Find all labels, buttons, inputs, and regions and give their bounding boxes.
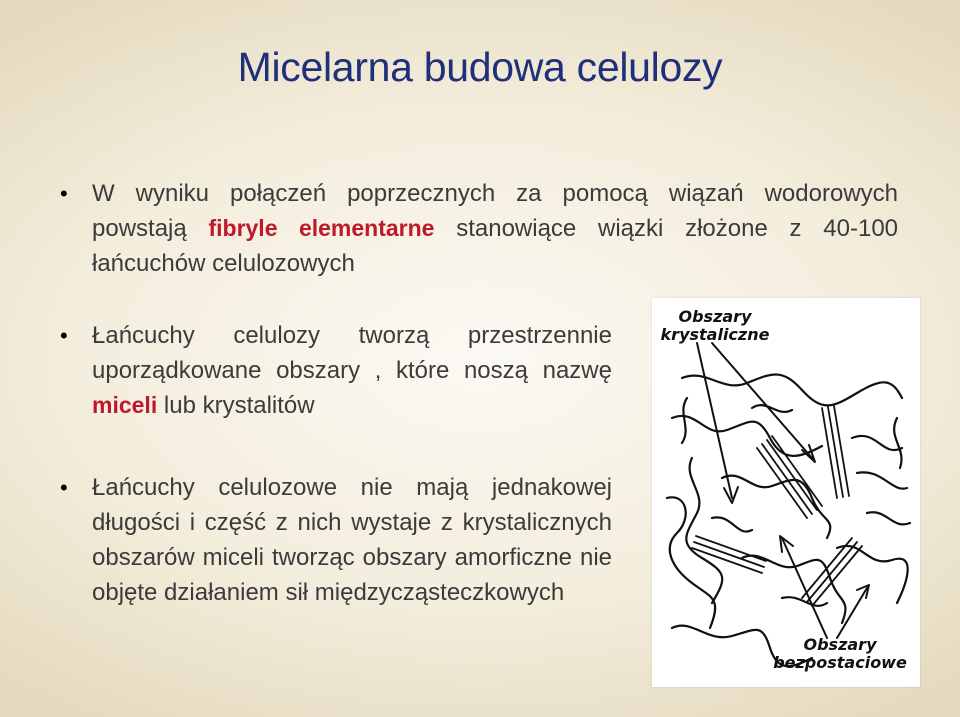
bullet-text [92,318,612,423]
highlight-miceli: miceli [92,392,158,418]
bullet-text-part: stanowiące wiązki złożone z 40-100 łańcuchów celulozowych [92,215,899,277]
slide-title: Micelarna budowa celulozy [237,44,723,90]
highlight-fibryle: fibryle elementarne [208,215,435,241]
bullet-icon: • [60,475,68,500]
label-amorphous [770,636,910,672]
bullet-icon: • [60,181,68,206]
bullet-text-part: lub krystalitów [157,392,315,419]
label-crystalline [660,308,770,344]
label-line: bezpostaciowe [773,653,907,672]
label-line: Obszary [803,635,877,654]
bullet-text-part: Łańcuchy celulozowe nie mają jednakowej długości i część z nich wystaje z krystalicznych obszarów miceli tworząc obszary amorficzne nie objęte działaniem sił międzycząsteczkowych [92,474,612,606]
bullet-text [92,470,612,610]
micelle-structure-drawing [652,298,920,687]
micelle-structure-figure [652,298,920,687]
label-line: krystaliczne [660,325,770,344]
label-line: Obszary [678,307,752,326]
bullet-text [92,176,898,281]
bullet-text-part: Łańcuchy celulozy tworzą przestrzennie uporządkowane obszary , które noszą nazwę [92,322,612,384]
bullet-icon: • [60,323,68,348]
bullet-text-part: W wyniku połączeń poprzecznych za pomocą wiązań wodorowych powstają [92,180,898,242]
